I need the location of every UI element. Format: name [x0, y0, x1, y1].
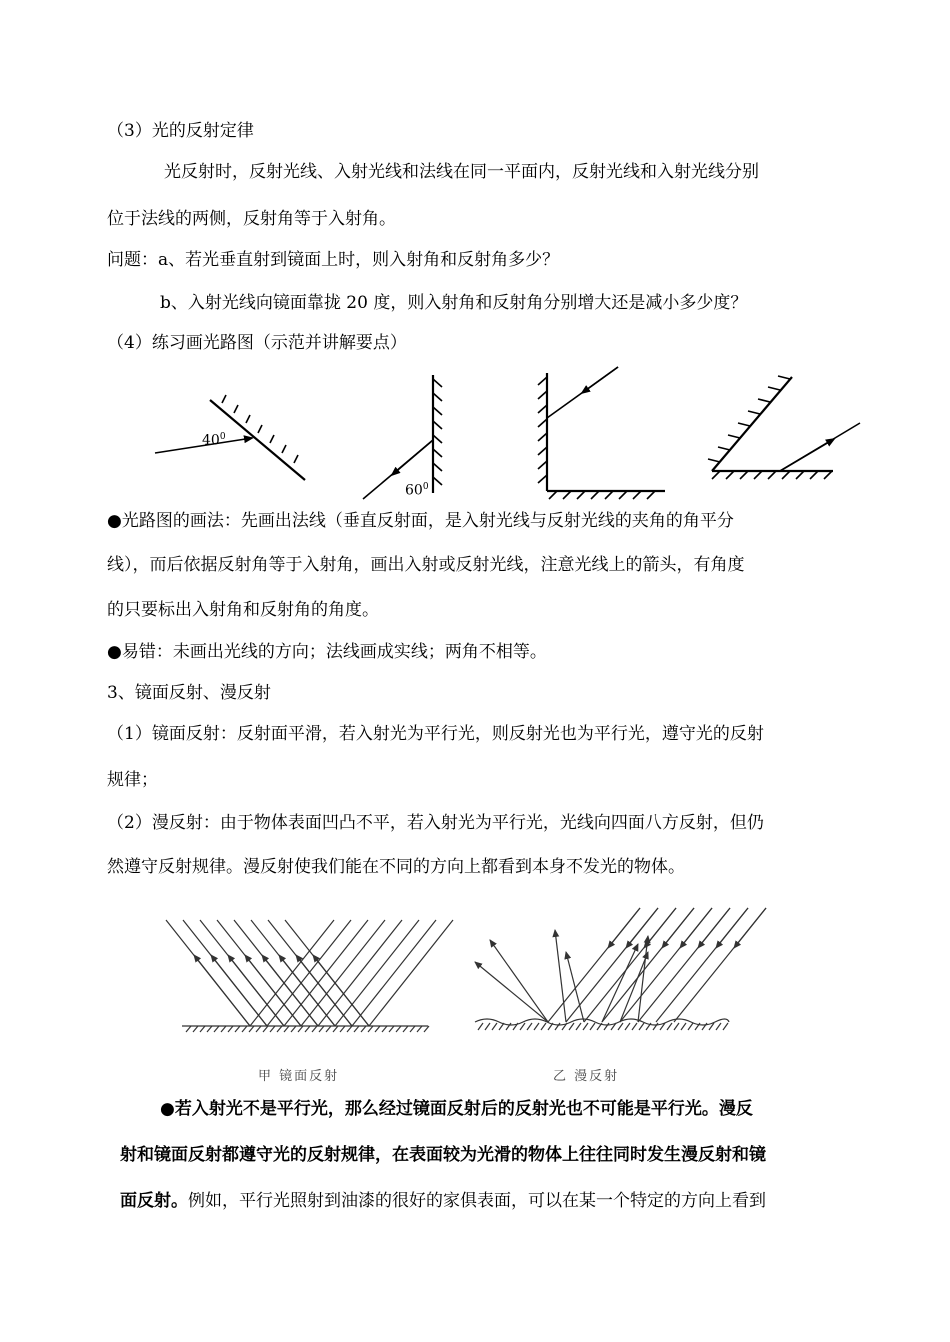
note-line-1: ●若入射光不是平行光，那么经过镜面反射后的反射光也不可能是平行光。漫反 [160, 1099, 753, 1119]
surface-hatch [256, 1026, 261, 1032]
reflected-ray-arrow [296, 955, 352, 1026]
surface-hatch [555, 1023, 560, 1030]
scattered-ray [555, 930, 566, 1022]
surface-hatch [214, 1026, 219, 1032]
incident-ray-arrow [608, 908, 640, 948]
reflection-law-para-line-1: 光反射时，反射光线、入射光线和法线在同一平面内，反射光线和入射光线分别 [164, 162, 759, 182]
incident-ray [369, 920, 453, 1026]
surface-hatch [242, 1026, 247, 1032]
specular-reflection-diagram [166, 920, 453, 1032]
surface-hatch [639, 1023, 644, 1030]
incident-ray-arrow [662, 908, 694, 948]
surface-hatch [520, 1023, 525, 1030]
reflected-ray-arrow [313, 955, 369, 1026]
surface-hatch [716, 1023, 721, 1030]
surface-hatch [403, 1026, 408, 1032]
diagram-1 [155, 395, 305, 480]
surface-hatch [541, 1023, 546, 1030]
surface-hatch [576, 1023, 581, 1030]
reflection-law-para-line-2: 位于法线的两侧，反射角等于入射角。 [107, 209, 396, 229]
caption-diffuse: 乙 漫反射 [553, 1069, 620, 1084]
surface-hatch [291, 1026, 296, 1032]
incident-ray [284, 920, 368, 1026]
surface-hatch [249, 1026, 254, 1032]
diagram-3 [538, 367, 665, 499]
surface-hatch [625, 1023, 630, 1030]
surface-hatch [382, 1026, 387, 1032]
incident-ray-arrow [698, 908, 730, 948]
note-line-3 [120, 1190, 766, 1212]
reflected-ray-arrow [211, 955, 267, 1026]
surface-hatch [340, 1026, 345, 1032]
surface-hatch [410, 1026, 415, 1032]
surface-hatch [319, 1026, 324, 1032]
surface-hatch [228, 1026, 233, 1032]
section-4-heading: （4）练习画光路图（示范并讲解要点） [107, 333, 407, 353]
method-line-3: 的只要标出入射角和反射角的角度。 [107, 600, 379, 620]
reflected-ray-arrow [262, 955, 318, 1026]
surface-hatch [235, 1026, 240, 1032]
method-line-1: ●光路图的画法：先画出法线（垂直反射面，是入射光线与反射光线的夹角的角平分 [107, 511, 734, 531]
incident-ray-arrow [734, 908, 766, 948]
surface-hatch [277, 1026, 282, 1032]
surface-hatch [499, 1023, 504, 1030]
surface-hatch [534, 1023, 539, 1030]
reflected-ray-arrow [245, 955, 301, 1026]
surface-hatch [569, 1023, 574, 1030]
surface-hatch [221, 1026, 226, 1032]
surface-hatch [312, 1026, 317, 1032]
surface-hatch [375, 1026, 380, 1032]
angle-label-40: $40^0$ [202, 432, 226, 449]
diagram-2 [363, 375, 442, 499]
surface-hatch [492, 1023, 497, 1030]
light-path-diagrams [0, 365, 950, 505]
incident-ray [335, 920, 419, 1026]
surface-hatch [326, 1026, 331, 1032]
question-b: b、入射光线向镜面靠拢 20 度，则入射角和反射角分别增大还是减小多少度？ [160, 293, 748, 313]
surface-hatch [590, 1023, 595, 1030]
surface-hatch [667, 1023, 672, 1030]
surface-hatch [354, 1026, 359, 1032]
surface-hatch [417, 1026, 422, 1032]
note-line-3-bold: 面反射。 [120, 1191, 188, 1211]
surface-hatch [723, 1023, 728, 1030]
surface-hatch [270, 1026, 275, 1032]
reflected-ray-arrow [194, 955, 250, 1026]
reflected-ray-arrow [228, 955, 284, 1026]
surface-hatch [368, 1026, 373, 1032]
specular-line-1: （1）镜面反射：反射面平滑，若入射光为平行光，则反射光也为平行光，遵守光的反射 [107, 724, 764, 744]
specular-line-2: 规律； [107, 770, 158, 790]
surface-hatch [193, 1026, 198, 1032]
note-line-2: 射和镜面反射都遵守光的反射规律，在表面较为光滑的物体上往往同时发生漫反射和镜 [120, 1145, 766, 1165]
caption-specular: 甲 镜面反射 [258, 1069, 340, 1084]
method-line-2: 线），而后依据反射角等于入射角，画出入射或反射光线，注意光线上的箭头，有角度 [107, 555, 745, 575]
surface-hatch [347, 1026, 352, 1032]
mistakes-line: ●易错：未画出光线的方向；法线画成实线；两角不相等。 [107, 642, 547, 662]
surface-hatch [361, 1026, 366, 1032]
surface-hatch [263, 1026, 268, 1032]
diagram-4 [708, 376, 860, 479]
surface-hatch [681, 1023, 686, 1030]
surface-hatch [305, 1026, 310, 1032]
surface-hatch [207, 1026, 212, 1032]
question-a: 问题：a、若光垂直射到镜面上时，则入射角和反射角多少？ [107, 250, 560, 270]
section-3-title: 3、镜面反射、漫反射 [107, 683, 271, 703]
incident-ray [318, 920, 402, 1026]
surface-hatch [389, 1026, 394, 1032]
surface-hatch [200, 1026, 205, 1032]
surface-hatch [583, 1023, 588, 1030]
reflected-ray-arrow [279, 955, 335, 1026]
surface-hatch [632, 1023, 637, 1030]
surface-hatch [688, 1023, 693, 1030]
surface-hatch [298, 1026, 303, 1032]
incident-ray [301, 920, 385, 1026]
surface-hatch [674, 1023, 679, 1030]
incident-ray-arrow [716, 908, 748, 948]
section-3-heading: （3）光的反射定律 [107, 121, 254, 141]
surface-hatch [527, 1023, 532, 1030]
incident-ray-arrow [680, 908, 712, 948]
surface-hatch [604, 1023, 609, 1030]
diffuse-line-2: 然遵守反射规律。漫反射使我们能在不同的方向上都看到本身不发光的物体。 [107, 857, 685, 877]
reflection-comparison-figure [170, 900, 770, 1040]
surface-hatch [396, 1026, 401, 1032]
diffuse-reflection-diagram [475, 908, 766, 1030]
incident-ray-arrow [626, 908, 658, 948]
angle-label-60: $60^0$ [405, 482, 429, 499]
incident-ray-arrow [644, 908, 676, 948]
surface-hatch [702, 1023, 707, 1030]
note-line-3-rest: 例如，平行光照射到油漆的很好的家俱表面，可以在某一个特定的方向上看到 [188, 1191, 766, 1211]
surface-hatch [478, 1023, 483, 1030]
surface-hatch [424, 1026, 429, 1032]
surface-hatch [333, 1026, 338, 1032]
incident-ray [352, 920, 436, 1026]
surface-hatch [485, 1023, 490, 1030]
surface-hatch [653, 1023, 658, 1030]
incident-ray [267, 920, 351, 1026]
scattered-ray [620, 952, 648, 1022]
incident-ray [250, 920, 334, 1026]
surface-hatch [618, 1023, 623, 1030]
diffuse-line-1: （2）漫反射：由于物体表面凹凸不平，若入射光为平行光，光线向四面八方反射，但仍 [107, 813, 764, 833]
surface-hatch [186, 1026, 191, 1032]
surface-hatch [284, 1026, 289, 1032]
